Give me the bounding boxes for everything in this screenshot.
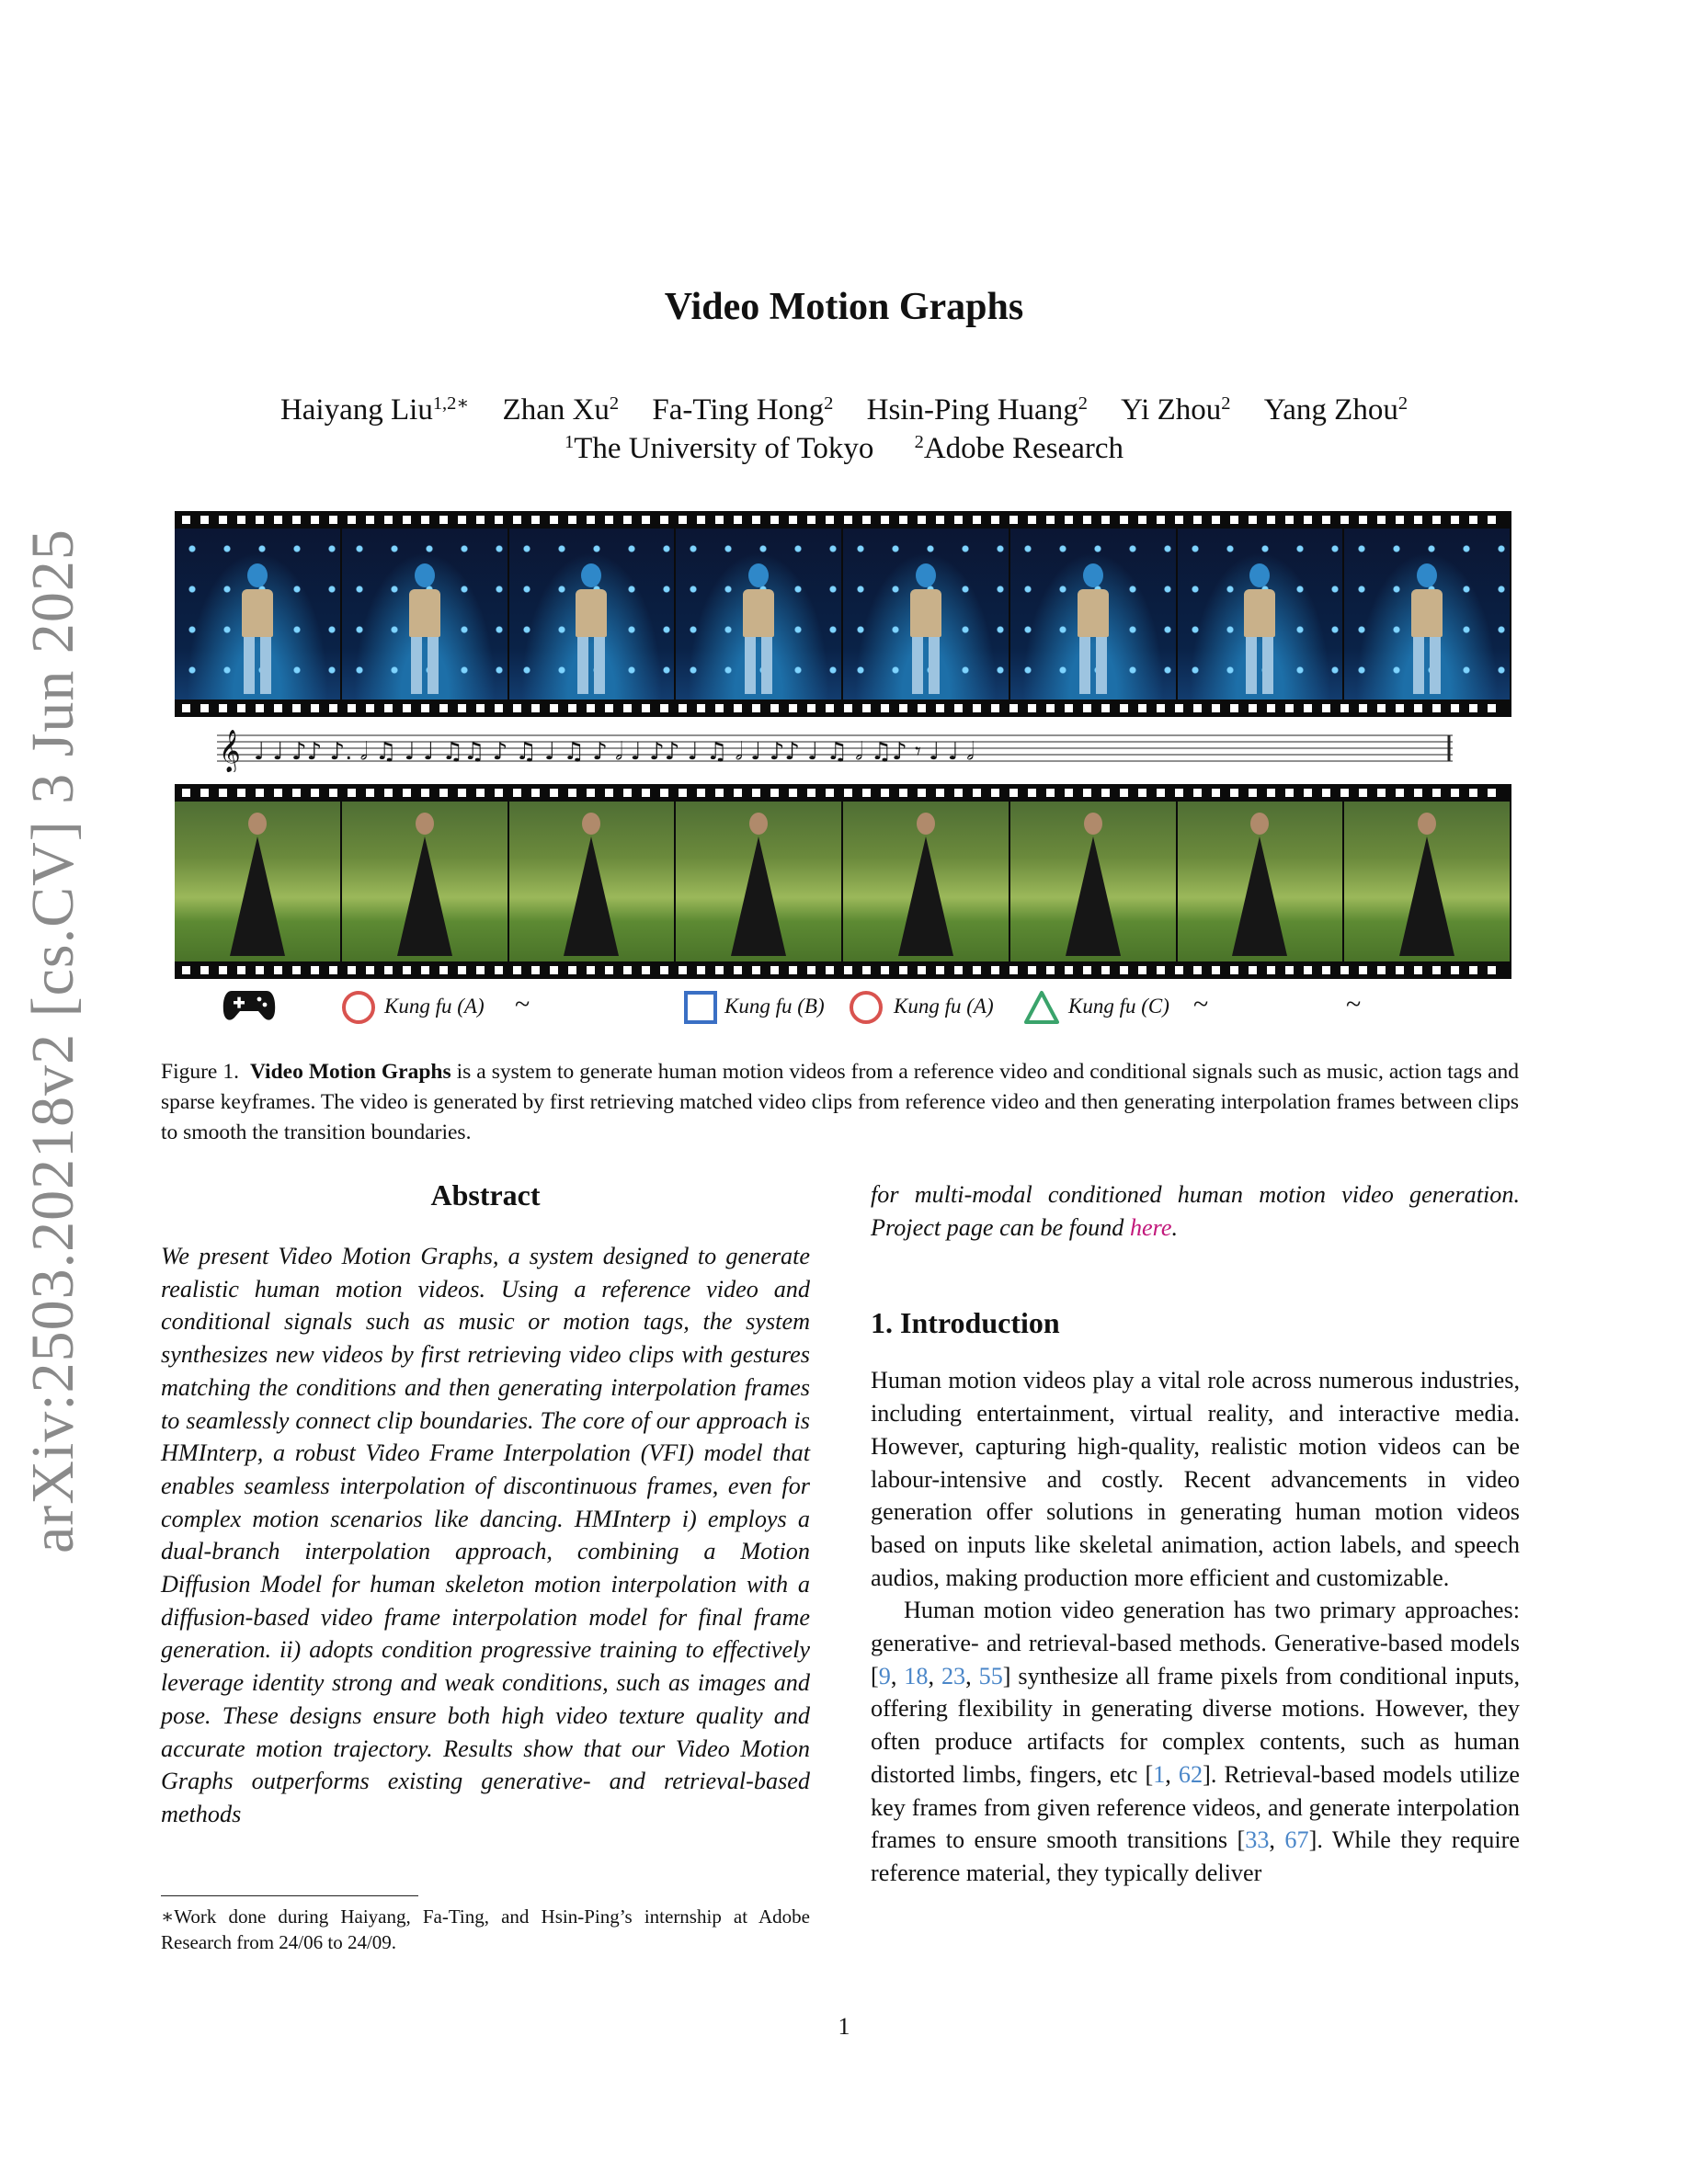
kungfu-figure	[1399, 813, 1454, 956]
author-name: Hsin-Ping Huang	[866, 393, 1078, 427]
citation-link[interactable]: 33	[1245, 1826, 1270, 1854]
author-name: Fa-Ting Hong	[652, 393, 825, 427]
author-4	[867, 393, 1088, 427]
intro-text: Human motion video generation has two primary approaches: generative- and retrieval-based methods. Generative-based models [	[871, 1597, 1520, 1689]
author-3	[652, 393, 833, 427]
tilde-2: ~	[1193, 989, 1209, 1019]
affiliation-sup: 2	[914, 431, 924, 452]
kungfu-figure	[564, 813, 619, 956]
author-6	[1264, 393, 1408, 427]
kungfu-frames	[175, 802, 1511, 961]
kungfu-film-strip	[175, 784, 1511, 979]
author-name: Yi Zhou	[1121, 393, 1222, 427]
abstract-end: .	[1171, 1213, 1179, 1241]
project-page-link[interactable]: here	[1129, 1213, 1172, 1241]
film-sprockets	[182, 966, 1504, 974]
dance-frames	[175, 529, 1511, 700]
circle-icon	[848, 989, 884, 1026]
circle-icon	[340, 989, 377, 1026]
film-sprockets	[182, 516, 1504, 524]
kungfu-frame	[843, 802, 1010, 961]
kungfu-frame	[175, 802, 342, 961]
control-signals-row	[175, 984, 1511, 1029]
dance-frame	[509, 529, 677, 700]
introduction-heading: 1. Introduction	[871, 1306, 1060, 1340]
gamepad-icon	[222, 987, 276, 1024]
film-sprockets	[182, 789, 1504, 797]
caption-text: is a system to generate human motion videos from a reference video and conditional signals such as music, action tags and sparse keyframes. The video is generated by first retrieving matched video clips from reference video and then generating interpolation frames between clips to smooth the transition boundaries.	[161, 1060, 1519, 1144]
affiliation-name: Adobe Research	[923, 432, 1123, 465]
right-column	[871, 1178, 1520, 1890]
author-5	[1121, 393, 1230, 427]
kungfu-frame	[509, 802, 677, 961]
dancer-figure	[1411, 563, 1443, 694]
dancer-figure	[910, 563, 941, 694]
kungfu-frame	[1344, 802, 1511, 961]
citation-link[interactable]: 1	[1153, 1760, 1166, 1788]
kungfu-frame	[342, 802, 509, 961]
film-sprockets	[182, 704, 1504, 712]
author-name: Yang Zhou	[1263, 393, 1398, 427]
intro-text: ]. Retrieval-based models utilize key frames from given reference videos, and generate interpolation frames to ensure smooth transitions [	[871, 1760, 1521, 1854]
dance-frame	[175, 529, 342, 700]
introduction-body	[871, 1364, 1520, 1889]
abstract-continuation-text: for multi-modal conditioned human motion video generation. Project page can be found	[871, 1181, 1520, 1241]
kungfu-figure	[397, 813, 452, 956]
author-sup: 1,2∗	[432, 392, 470, 414]
music-staff	[217, 726, 1453, 772]
label-kungfu-c: Kung fu (C)	[1068, 995, 1169, 1018]
citation-link[interactable]: 62	[1178, 1760, 1203, 1788]
affiliation-sup: 1	[565, 431, 575, 452]
treble-clef-icon: 𝄞	[219, 730, 241, 772]
citation-link[interactable]: 9	[878, 1662, 891, 1689]
intro-text: ]. While they require reference material, they typically deliver	[871, 1826, 1521, 1886]
abstract-body: We present Video Motion Graphs, a system designed to generate realistic human motion videos. Using a reference video and conditional signals such as music or motion tags, the system synthesizes new videos by first retrieving video clips with gestures matching the conditions and then generating interpolation frames to seamlessly connect clip boundaries. The core of our approach is HMInterp, a robust Video Frame Interpolation (VFI) model that enables seamless interpolation of discontinuous frames, even for complex motion scenarios like dancing. HMInterp i) employs a dual-branch interpolation approach, combining a Motion Diffusion Model for human skeleton motion interpolation with a diffusion-based video frame interpolation model for final frame generation. ii) adopts condition progressive training to effectively leverage identity strong and weak conditions, such as images and pose. These designs ensure both high video texture quality and accurate motion trajectory. Results show that our Video Motion Graphs outperforms existing generative- and retrieval-based methods	[161, 1243, 810, 1827]
citation-link[interactable]: 18	[904, 1662, 929, 1689]
kungfu-figure	[1066, 813, 1121, 956]
dancer-figure	[576, 563, 607, 694]
label-kungfu-a2: Kung fu (A)	[894, 995, 994, 1018]
affiliation-list	[0, 432, 1688, 466]
label-kungfu-b: Kung fu (B)	[724, 995, 825, 1018]
dance-film-strip	[175, 511, 1511, 717]
author-sup: 2	[1221, 392, 1231, 414]
left-column	[161, 1178, 810, 1831]
dancer-figure	[1078, 563, 1109, 694]
author-sup: 2	[1397, 392, 1409, 414]
triangle-icon	[1022, 989, 1061, 1026]
affiliation-name: The University of Tokyo	[574, 432, 874, 465]
footnote: ∗Work done during Haiyang, Fa-Ting, and Hsin-Ping’s internship at Adobe Research from 24/06 to 24/09.	[161, 1905, 810, 1953]
kungfu-frame	[1010, 802, 1178, 961]
kungfu-frame	[1178, 802, 1345, 961]
figure-caption	[161, 1057, 1519, 1148]
dance-frame	[843, 529, 1010, 700]
dance-frame	[342, 529, 509, 700]
kungfu-figure	[731, 813, 786, 956]
author-sup: 2	[824, 392, 834, 414]
dance-frame	[676, 529, 843, 700]
dancer-figure	[1244, 563, 1275, 694]
citation-link[interactable]: 23	[941, 1662, 966, 1689]
affiliation-1	[565, 432, 873, 465]
dancer-figure	[743, 563, 774, 694]
kungfu-figure	[1232, 813, 1287, 956]
intro-text: ] synthesize all frame pixels from conditional inputs, offering flexibility in generating diverse motions. However, they often produce artifacts for complex contents, such as human distorted limbs, fingers, etc [	[871, 1662, 1521, 1788]
square-icon	[682, 989, 719, 1026]
dancer-figure	[409, 563, 440, 694]
abstract-continuation	[871, 1178, 1520, 1244]
author-name: Haiyang Liu	[279, 393, 433, 427]
author-2	[503, 393, 620, 427]
citation-link[interactable]: 55	[978, 1662, 1003, 1689]
dancer-figure	[242, 563, 273, 694]
author-list	[0, 393, 1688, 427]
abstract-heading: Abstract	[430, 1178, 541, 1211]
tilde-1: ~	[515, 989, 530, 1019]
arxiv-side-stamp: arXiv:2503.20218v2 [cs.CV] 3 Jun 2025	[19, 529, 86, 1553]
dance-frame	[1010, 529, 1178, 700]
kungfu-figure	[230, 813, 285, 956]
svg-text:♩ ♩ ♪♪ ♪. 𝅗𝅥 ♫ ♩ ♩ ♫♫ ♪ ♫ ♩: ♩ ♩ ♪♪ ♪. 𝅗𝅥 ♫ ♩ ♩ ♫♫ ♪ ♫ ♩ ♫ ♪ 𝅗𝅥 ♩ ♪♪ ♩ ♫ 𝅗𝅥 ♩ ♪♪ ♩ ♫ 𝅗𝅥 ♫♪ 𝄾 ♩ ♩ 𝅗𝅥	[254, 738, 975, 766]
dance-frame	[1178, 529, 1345, 700]
intro-paragraph-2: Human motion video generation has two primary approaches: generative- and retrieval-based methods. Generative-based models [9, 18, 23, 55] synthesize all frame pixels from conditional inputs, offering flexibility in generating diverse motions. However, they often produce artifacts for complex contents, such as human distorted limbs, fingers, etc [1, 62]. Retrieval-based models utilize key frames from given reference videos, and generate interpolation frames to ensure smooth transitions [33, 67]. While they require reference material, they typically deliver	[871, 1597, 1521, 1886]
footnote-rule	[161, 1895, 418, 1896]
tilde-3: ~	[1346, 989, 1362, 1019]
dance-frame	[1344, 529, 1511, 700]
author-1	[280, 393, 469, 427]
author-sup: 2	[1078, 392, 1088, 414]
citation-link[interactable]: 67	[1284, 1826, 1309, 1854]
affiliation-2	[915, 432, 1123, 465]
author-name: Zhan Xu	[502, 393, 610, 427]
caption-prefix: Figure 1.	[161, 1060, 239, 1084]
kungfu-figure	[898, 813, 953, 956]
label-kungfu-a1: Kung fu (A)	[384, 995, 485, 1018]
intro-paragraph-1: Human motion videos play a vital role across numerous industries, including entertainment, virtual reality, and interactive media. However, capturing high-quality, realistic motion videos can be labour-intensive and costly. Recent advancements in video generation offer solutions in generating human motion videos based on inputs like skeletal animation, action labels, and speech audios, making production more efficient and customizable.	[871, 1367, 1520, 1591]
author-sup: 2	[609, 392, 620, 414]
kungfu-frame	[676, 802, 843, 961]
paper-title: Video Motion Graphs	[664, 286, 1024, 328]
caption-bold: Video Motion Graphs	[249, 1060, 451, 1084]
page-number: 1	[838, 2013, 850, 2040]
